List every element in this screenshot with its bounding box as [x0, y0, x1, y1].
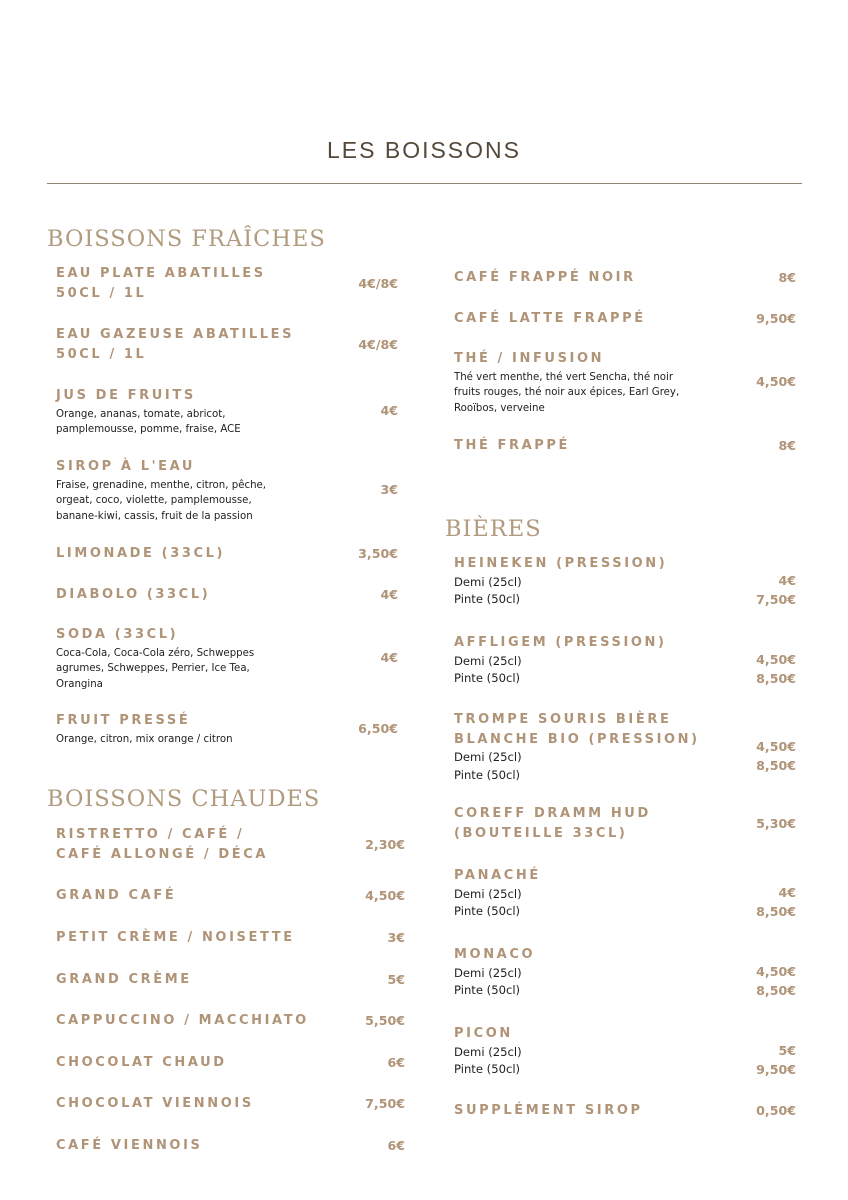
menu-item-coreff: [454, 804, 651, 843]
item-description: Orange, citron, mix orange / citron: [56, 733, 233, 745]
item-price: 5,50€: [365, 1013, 405, 1028]
item-price-demi: 4€: [778, 885, 796, 900]
menu-item-cafe-viennois: [56, 1136, 202, 1156]
menu-item-cafe-frappe-noir: [454, 268, 636, 288]
item-name: (BOUTEILLE 33CL): [454, 825, 628, 841]
menu-item-petit-creme: [56, 928, 295, 948]
item-name: 50CL / 1L: [56, 285, 147, 301]
menu-item-the-frappe: [454, 436, 570, 456]
item-price: 6,50€: [358, 721, 398, 736]
item-name: EAU GAZEUSE ABATILLES: [56, 327, 295, 342]
size-demi: Demi (25cl): [454, 965, 522, 980]
menu-item-chocolat-viennois: [56, 1094, 254, 1114]
size-pinte: Pinte (50cl): [454, 904, 521, 918]
item-name: CAFÉ ALLONGÉ / DÉCA: [56, 846, 269, 862]
item-price-demi: 4,50€: [756, 652, 796, 667]
item-price-demi: 4,50€: [756, 739, 796, 754]
item-name: GRAND CRÈME: [56, 972, 192, 987]
size-demi: Demi (25cl): [454, 574, 522, 589]
item-price: 3€: [387, 930, 405, 945]
menu-item-ristretto: [56, 825, 268, 864]
item-name: PANACHÉ: [454, 868, 541, 883]
item-price-demi: 5€: [778, 1043, 796, 1058]
section-title-fraiches: BOISSONS FRAÎCHES: [47, 226, 326, 252]
item-name: HEINEKEN (PRESSION): [454, 556, 668, 571]
title-divider: [47, 183, 802, 184]
item-name: JUS DE FRUITS: [56, 388, 196, 403]
item-name: RISTRETTO / CAFÉ /: [56, 827, 245, 842]
item-name: CHOCOLAT VIENNOIS: [56, 1096, 254, 1111]
menu-item-cafe-latte-frappe: [454, 309, 646, 329]
item-price: 2,30€: [365, 837, 405, 852]
size-demi: Demi (25cl): [454, 886, 522, 901]
size-demi: Demi (25cl): [454, 750, 522, 764]
item-price-pinte: 7,50€: [756, 592, 796, 607]
menu-item-jus-de-fruits: [56, 386, 241, 438]
menu-item-eau-plate: [56, 264, 266, 303]
menu-item-limonade: [56, 544, 225, 564]
item-price: 4€: [380, 650, 398, 665]
size-pinte: Pinte (50cl): [454, 983, 521, 997]
page-title: LES BOISSONS: [326, 137, 521, 163]
item-name: CHOCOLAT CHAUD: [56, 1055, 227, 1070]
item-description: Thé vert menthe, thé vert Sencha, thé noir fruits rouges, thé noir aux épices, Earl Grey, Rooïbos, verveine: [454, 371, 680, 414]
item-name: THÉ / INFUSION: [454, 351, 605, 366]
item-name: MONACO: [454, 947, 536, 962]
item-name: SODA (33CL): [56, 627, 179, 642]
item-name: CAFÉ VIENNOIS: [56, 1138, 203, 1153]
menu-item-diabolo: [56, 585, 210, 605]
size-pinte: Pinte (50cl): [454, 671, 521, 685]
menu-item-fruit-presse: [56, 711, 233, 747]
menu-item-grand-creme: [56, 970, 192, 990]
item-price: 4€: [380, 587, 398, 602]
item-price-demi: 4€: [778, 573, 796, 588]
size-pinte: Pinte (50cl): [454, 592, 521, 606]
menu-item-monaco: [454, 945, 535, 1000]
item-description: Coca-Cola, Coca-Cola zéro, Schweppes agrumes, Schweppes, Perrier, Ice Tea, Orangina: [56, 647, 255, 690]
item-name: AFFLIGEM (PRESSION): [454, 635, 667, 650]
item-name: BLANCHE BIO (PRESSION): [454, 731, 700, 747]
menu-item-panache: [454, 866, 541, 921]
item-price: 3,50€: [358, 546, 398, 561]
item-name: EAU PLATE ABATILLES: [56, 266, 266, 281]
item-price-pinte: 8,50€: [756, 758, 796, 773]
item-price: 4,50€: [756, 374, 796, 389]
item-price: 6€: [387, 1138, 405, 1153]
size-pinte: Pinte (50cl): [454, 767, 521, 782]
item-price-pinte: 8,50€: [756, 671, 796, 686]
item-price: 7,50€: [365, 1096, 405, 1111]
item-name: SUPPLÉMENT SIROP: [454, 1103, 643, 1118]
item-name: CAFÉ FRAPPÉ NOIR: [454, 270, 636, 285]
menu-item-the-infusion: [454, 349, 679, 416]
item-price: 4,50€: [365, 888, 405, 903]
item-name: FRUIT PRESSÉ: [56, 713, 191, 728]
item-name: CAFÉ LATTE FRAPPÉ: [454, 311, 646, 326]
item-price: 9,50€: [756, 311, 796, 326]
item-name: COREFF DRAMM HUD: [454, 806, 651, 821]
item-price: 0,50€: [756, 1103, 796, 1118]
menu-item-picon: [454, 1024, 522, 1079]
item-description: Fraise, grenadine, menthe, citron, pêche, orgeat, coco, violette, pamplemousse, banane-kiwi, cassis, fruit de la passion: [56, 479, 267, 522]
menu-item-soda: [56, 625, 254, 692]
item-price: 4€/8€: [358, 337, 398, 352]
item-price: 6€: [387, 1055, 405, 1070]
item-price: 5,30€: [756, 816, 796, 831]
menu-item-supplement-sirop: [454, 1101, 643, 1121]
menu-item-grand-cafe: [56, 886, 176, 906]
item-price-demi: 4,50€: [756, 964, 796, 979]
item-price: 4€: [380, 403, 398, 418]
item-price: 8€: [778, 438, 796, 453]
item-name: CAPPUCCINO / MACCHIATO: [56, 1013, 309, 1028]
item-name: THÉ FRAPPÉ: [454, 438, 571, 453]
size-demi: Demi (25cl): [454, 653, 522, 668]
item-price: 3€: [380, 482, 398, 497]
item-price: 4€/8€: [358, 276, 398, 291]
menu-item-eau-gazeuse: [56, 325, 294, 364]
item-name: TROMPE SOURIS BIÈRE: [454, 712, 672, 727]
section-title-bieres: BIÈRES: [445, 516, 542, 542]
item-name: PICON: [454, 1026, 513, 1041]
menu-item-affligem: [454, 633, 667, 688]
item-description: Orange, ananas, tomate, abricot, pamplemousse, pomme, fraise, ACE: [56, 408, 241, 436]
size-pinte: Pinte (50cl): [454, 1062, 521, 1076]
menu-item-chocolat-chaud: [56, 1053, 227, 1073]
item-price-pinte: 9,50€: [756, 1062, 796, 1077]
item-price-pinte: 8,50€: [756, 904, 796, 919]
menu-item-heineken: [454, 554, 667, 609]
item-name: DIABOLO (33CL): [56, 587, 211, 602]
item-price: 5€: [387, 972, 405, 987]
item-name: GRAND CAFÉ: [56, 888, 177, 903]
size-demi: Demi (25cl): [454, 1044, 522, 1059]
item-name: LIMONADE (33CL): [56, 546, 226, 561]
item-name: SIROP À L'EAU: [56, 459, 196, 474]
item-price-pinte: 8,50€: [756, 983, 796, 998]
item-price: 8€: [778, 270, 796, 285]
item-name: 50CL / 1L: [56, 346, 147, 362]
menu-item-sirop: [56, 457, 266, 524]
section-title-chaudes: BOISSONS CHAUDES: [47, 786, 321, 812]
menu-item-trompe-souris: [454, 710, 700, 784]
item-name: PETIT CRÈME / NOISETTE: [56, 930, 295, 945]
menu-item-cappuccino: [56, 1011, 309, 1031]
